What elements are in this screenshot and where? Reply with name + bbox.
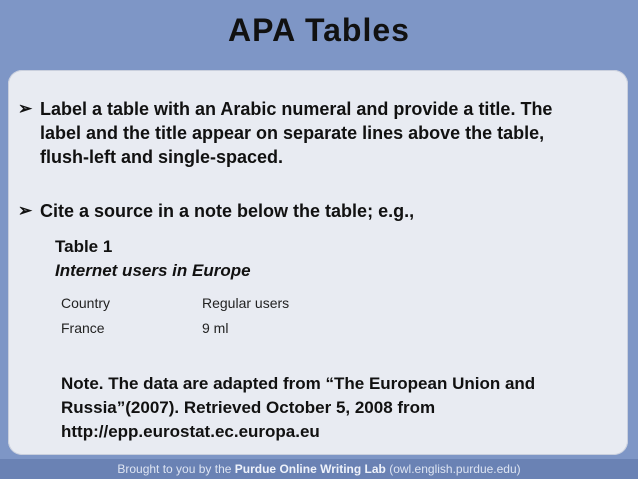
table-note: Note. The data are adapted from “The European Union and Russia”(2007). Retrieved October 5, 2008 from http://epp.eurostat.ec.europa.eu bbox=[61, 374, 536, 441]
table-label: Table 1 bbox=[55, 237, 113, 256]
footer-brand: Purdue Online Writing Lab bbox=[234, 462, 386, 476]
footer-prefix: Brought to you by the bbox=[117, 462, 235, 476]
table-cell-country: France bbox=[61, 320, 105, 336]
slide-title: APA Tables bbox=[228, 12, 410, 48]
table-cell-users: 9 ml bbox=[202, 320, 229, 336]
table-header-regular-users: Regular users bbox=[202, 295, 290, 311]
table-header-country: Country bbox=[61, 295, 111, 311]
bullet-text: Label a table with an Arabic numeral and provide a title. The label and the title appear on separate lines above the table, flush-left and single-spaced. bbox=[40, 99, 553, 167]
arrow-bullet-icon: ➢ bbox=[18, 201, 33, 220]
bullet-text: Cite a source in a note below the table; e.g., bbox=[40, 201, 415, 221]
footer bbox=[0, 459, 638, 479]
footer-suffix: (owl.english.purdue.edu) bbox=[385, 462, 521, 476]
table-title: Internet users in Europe bbox=[55, 261, 251, 280]
arrow-bullet-icon: ➢ bbox=[18, 99, 33, 118]
